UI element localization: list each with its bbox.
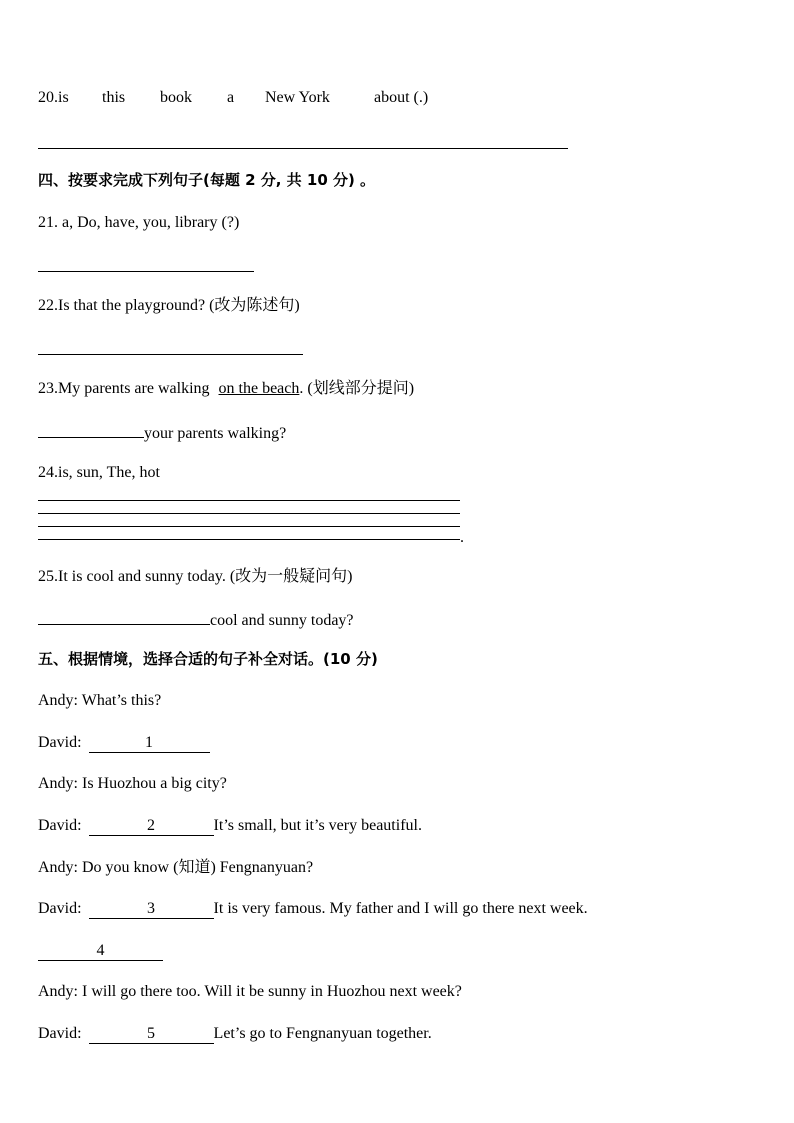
q23-answer-blank[interactable] [38, 421, 144, 438]
q25-answer-suffix: cool and sunny today? [210, 612, 354, 629]
speaker-name: Andy: [38, 692, 78, 709]
q20-word: a [227, 89, 235, 106]
dialogue-line [38, 941, 163, 961]
dialogue-line [38, 1024, 432, 1044]
dialogue-text: Is Huozhou a big city? [78, 775, 227, 792]
q21-answer-line[interactable] [38, 271, 254, 272]
speaker-name: Andy: [38, 983, 78, 1000]
q23-answer-suffix: your parents walking? [144, 425, 287, 442]
q25-answer-blank[interactable] [38, 608, 210, 625]
q20-answer-line[interactable] [38, 148, 568, 149]
q24-answer-line[interactable] [38, 526, 460, 527]
speaker-name: David: [38, 734, 82, 751]
dialogue-line [38, 858, 313, 878]
q24-answer-line[interactable] [38, 500, 460, 501]
dialogue-line [38, 899, 588, 919]
q23-prompt [38, 379, 414, 399]
q21-text: a, Do, have, you, library (?) [58, 214, 240, 231]
q20-word: New York [265, 89, 330, 106]
q24-answer-line[interactable] [38, 513, 460, 514]
speaker-name: David: [38, 817, 82, 834]
section5-heading: 五、根据情境，选择合适的句子补全对话。(10 分) [38, 650, 378, 668]
q24-text: is, sun, The, hot [58, 464, 160, 481]
answer-blank-3[interactable]: 3 [89, 900, 214, 919]
dialogue-text: What’s this? [78, 692, 162, 709]
dialogue-line [38, 816, 422, 836]
q23-answer-row [38, 421, 286, 444]
dialogue-text: I will go there too. Will it be sunny in Huozhou next week? [78, 983, 462, 1000]
dialogue-text: It is very famous. My father and I will go there next week. [213, 900, 588, 917]
speaker-name: Andy: [38, 859, 78, 876]
dialogue-text: Let’s go to Fengnanyuan together. [213, 1025, 432, 1042]
q22-number: 22. [38, 297, 58, 314]
speaker-name: Andy: [38, 775, 78, 792]
q21-prompt [38, 213, 239, 233]
q21-number: 21. [38, 214, 58, 231]
dialogue-text: It’s small, but it’s very beautiful. [213, 817, 422, 834]
q23-text-after: . (划线部分提问) [299, 380, 415, 397]
q20-number: 20. [38, 89, 58, 106]
dialogue-line [38, 733, 210, 753]
q24-prompt [38, 463, 160, 483]
q22-text: Is that the playground? (改为陈述句) [58, 297, 300, 314]
speaker-name: David: [38, 900, 82, 917]
dialogue-line [38, 982, 462, 1002]
q25-text: It is cool and sunny today. (改为一般疑问句) [58, 568, 353, 585]
q24-number: 24. [38, 464, 58, 481]
dialogue-text: Do you know (知道) Fengnanyuan? [78, 859, 314, 876]
q25-answer-row [38, 608, 354, 631]
dialogue-line [38, 691, 161, 711]
q24-answer-line[interactable] [38, 539, 460, 540]
q23-underlined-phrase: on the beach [218, 380, 300, 397]
q22-answer-line[interactable] [38, 354, 303, 355]
q24-end-mark: . [460, 529, 464, 546]
answer-blank-5[interactable]: 5 [89, 1025, 214, 1044]
section4-heading: 四、按要求完成下列句子(每题 2 分, 共 10 分) 。 [38, 171, 376, 189]
q25-number: 25. [38, 568, 58, 585]
q25-prompt [38, 567, 353, 587]
q20-word: this [102, 89, 126, 106]
q20-line [38, 88, 69, 108]
answer-blank-4[interactable]: 4 [38, 942, 163, 961]
q20-word: book [160, 89, 192, 106]
q23-number: 23. [38, 380, 58, 397]
q22-prompt [38, 296, 300, 316]
speaker-name: David: [38, 1025, 82, 1042]
answer-blank-1[interactable]: 1 [89, 734, 210, 753]
q20-word: about (.) [374, 89, 429, 106]
q20-word: is [58, 89, 69, 106]
q23-text-before: My parents are walking [58, 380, 214, 397]
dialogue-line [38, 774, 227, 794]
answer-blank-2[interactable]: 2 [89, 817, 214, 836]
